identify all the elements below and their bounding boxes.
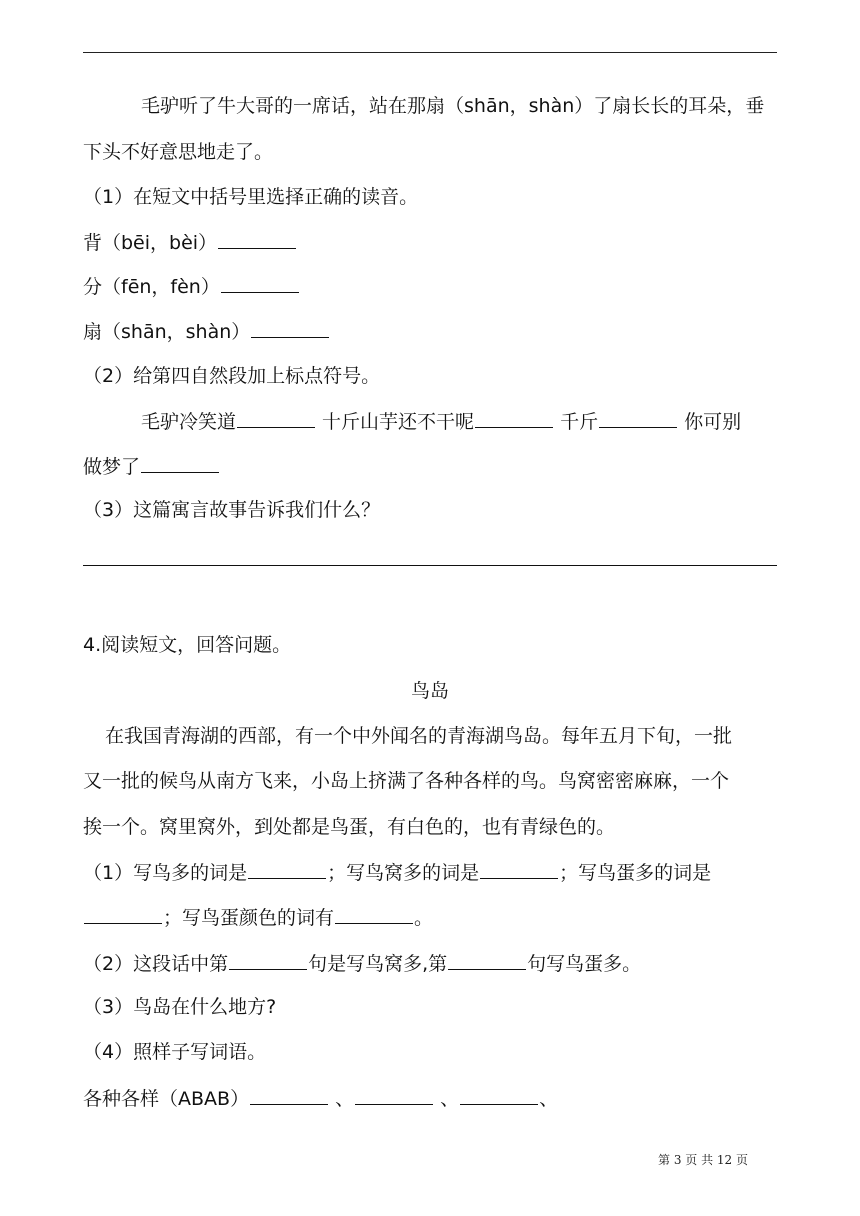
s4-question-1-line-1 [83, 860, 783, 885]
story-text: 下头不好意思地走了。 [83, 141, 274, 163]
question-text: （1）在短文中括号里选择正确的读音。 [83, 186, 419, 208]
answer-blank[interactable] [448, 951, 526, 970]
passage-line-2 [83, 769, 783, 793]
question-text: （2）给第四自然段加上标点符号。 [83, 365, 381, 387]
pronunciation-item [83, 274, 783, 299]
section-4-heading [83, 633, 783, 657]
s4-question-2 [83, 951, 783, 976]
passage-line-3 [83, 815, 783, 839]
section-heading: 4.阅读短文，回答问题。 [83, 634, 292, 656]
answer-blank[interactable] [248, 860, 326, 879]
question-text: （3）这篇寓言故事告诉我们什么？ [83, 499, 381, 521]
sentence-part: 做梦了 [83, 456, 141, 478]
answer-blank[interactable] [221, 274, 299, 293]
passage-text: 挨一个。窝里窝外，到处都是鸟蛋，有白色的，也有青绿色的。 [83, 816, 616, 838]
answer-line[interactable] [83, 565, 777, 566]
answer-blank[interactable] [335, 905, 413, 924]
question-3 [83, 498, 783, 522]
punct-blank[interactable] [141, 454, 219, 473]
question-text: ；写鸟窝多的词是 [327, 862, 480, 884]
s4-question-3 [83, 995, 783, 1019]
question-text: （3）鸟岛在什么地方? [83, 996, 277, 1018]
s4-question-4 [83, 1040, 783, 1064]
pronunciation-item [83, 230, 783, 255]
question-2 [83, 364, 783, 388]
pronunciation-label: 背（bēi，bèi） [83, 232, 218, 254]
separator: 、 [434, 1088, 460, 1110]
question-text: 句写鸟蛋多。 [527, 953, 642, 975]
story-line-1 [83, 94, 783, 118]
question-text: （1）写鸟多的词是 [83, 862, 248, 884]
answer-blank[interactable] [480, 860, 558, 879]
answer-blank[interactable] [460, 1086, 538, 1105]
punct-blank[interactable] [599, 409, 677, 428]
story-text: 毛驴听了牛大哥的一席话，站在那扇（shān，shàn）了扇长长的耳朵，垂 [141, 95, 765, 117]
question-text: 句是写鸟窝多,第 [308, 953, 448, 975]
question-text: （4）照样子写词语。 [83, 1041, 267, 1063]
punctuation-line-2 [83, 454, 783, 479]
question-text: ；写鸟蛋颜色的词有 [163, 907, 335, 929]
answer-blank[interactable] [229, 951, 307, 970]
punctuation-line-1 [83, 409, 783, 434]
question-text: ；写鸟蛋多的词是 [559, 862, 712, 884]
answer-blank[interactable] [218, 230, 296, 249]
pronunciation-item [83, 319, 783, 344]
page-number: 第 3 页 共 12 页 [658, 1153, 748, 1167]
answer-blank[interactable] [355, 1086, 433, 1105]
passage-line-1 [83, 724, 783, 748]
answer-blank[interactable] [250, 1086, 328, 1105]
question-text: 。 [414, 907, 434, 929]
separator: 、 [539, 1088, 559, 1110]
top-rule [83, 52, 777, 53]
passage-text: 在我国青海湖的西部，有一个中外闻名的青海湖鸟岛。每年五月下旬，一批 [105, 725, 733, 747]
s4-question-1-line-2 [83, 905, 783, 930]
passage-title: 鸟岛 [410, 680, 449, 702]
pronunciation-label: 分（fēn，fèn） [83, 276, 220, 298]
question-1 [83, 185, 783, 209]
pattern-example: 各种各样（ABAB） [83, 1088, 250, 1110]
passage-text: 又一批的候鸟从南方飞来，小岛上挤满了各种各样的鸟。鸟窝密密麻麻，一个 [83, 770, 730, 792]
punct-blank[interactable] [237, 409, 315, 428]
story-line-2 [83, 140, 783, 164]
sentence-part: 十斤山芋还不干呢 [316, 411, 475, 433]
sentence-part: 千斤 [554, 411, 599, 433]
answer-blank[interactable] [251, 319, 329, 338]
answer-blank[interactable] [84, 905, 162, 924]
word-pattern-line [83, 1086, 783, 1111]
question-text: （2）这段话中第 [83, 953, 229, 975]
separator: 、 [329, 1088, 355, 1110]
pronunciation-label: 扇（shān，shàn） [83, 321, 251, 343]
sentence-part: 你可别 [678, 411, 742, 433]
sentence-part: 毛驴冷笑道 [141, 411, 237, 433]
punct-blank[interactable] [475, 409, 553, 428]
